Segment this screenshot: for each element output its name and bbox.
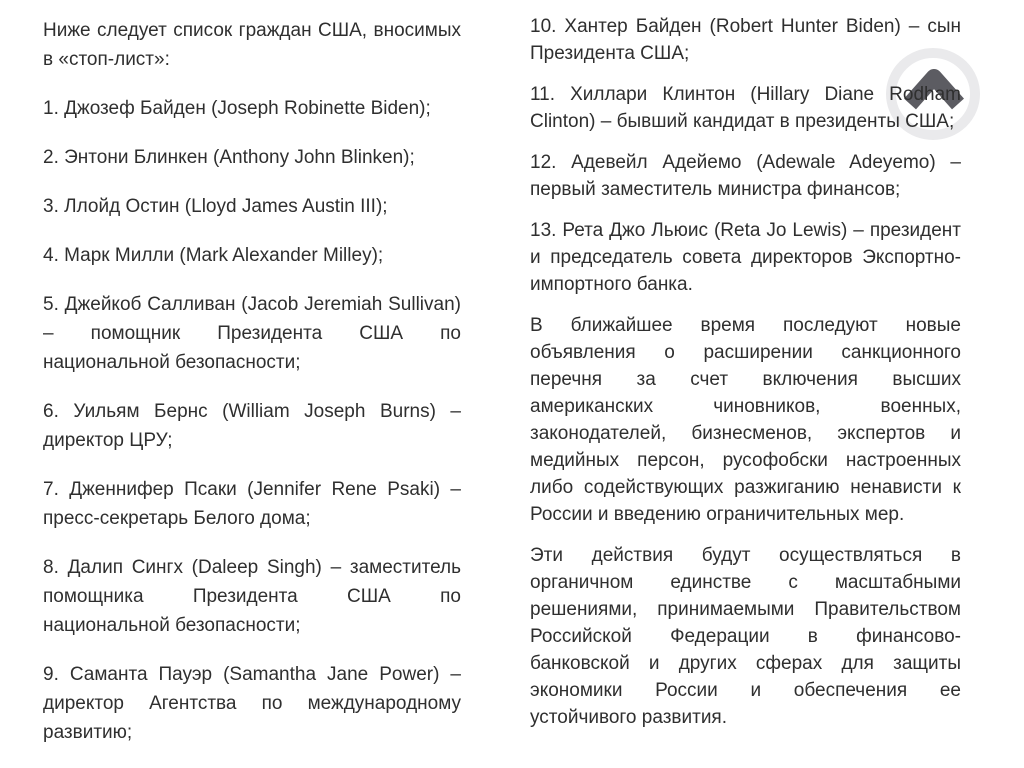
list-item-11: 11. Хиллари Клинтон (Hillary Diane Rodham Clinton) – бывший кандидат в президенты США; xyxy=(530,84,961,132)
list-item-8: 8. Далип Сингх (Daleep Singh) – заместитель помощника Президента США по национальной безопасности; xyxy=(43,557,461,636)
closing-paragraph-1: В ближайшее время последуют новые объявления о расширении санкционного перечня за счет включения высших американских чиновников, военных, законодателей, бизнесменов, экспертов и медийных персон, русофобски настроенных либо содействующих разжиганию ненависти к России и введению ограничительных мер. xyxy=(530,315,961,525)
list-item-1: 1. Джозеф Байден (Joseph Robinette Biden); xyxy=(43,98,431,119)
list-item-4: 4. Марк Милли (Mark Alexander Milley); xyxy=(43,245,384,266)
list-item-9: 9. Саманта Пауэр (Samantha Jane Power) – директор Агентства по международному развитию; xyxy=(43,664,461,743)
list-item-2: 2. Энтони Блинкен (Anthony John Blinken); xyxy=(43,147,415,168)
list-item-5: 5. Джейкоб Салливан (Jacob Jeremiah Sullivan) – помощник Президента США по национальной безопасности; xyxy=(43,294,461,373)
closing-paragraph-2: Эти действия будут осуществляться в органичном единстве с масштабными решениями, принимаемыми Правительством Российской Федерации в финансово-банковской и других сферах для защиты экономики России и обеспечения ее устойчивого развития. xyxy=(530,545,961,728)
list-item-10: 10. Хантер Байден (Robert Hunter Biden) – сын Президента США; xyxy=(530,16,961,64)
list-item-13: 13. Рета Джо Льюис (Reta Jo Lewis) – президент и председатель совета директоров Экспортно-импортного банка. xyxy=(530,220,961,295)
list-item-12: 12. Адевейл Адейемо (Adewale Adeyemo) – первый заместитель министра финансов; xyxy=(530,152,961,200)
list-item-7: 7. Дженнифер Псаки (Jennifer Rene Psaki) – пресс-секретарь Белого дома; xyxy=(43,479,461,529)
list-item-6: 6. Уильям Бернс (William Joseph Burns) – директор ЦРУ; xyxy=(43,401,461,451)
list-item-3: 3. Ллойд Остин (Lloyd James Austin III); xyxy=(43,196,388,217)
intro-paragraph: Ниже следует список граждан США, вносимых в «стоп-лист»: xyxy=(43,20,461,70)
right-column xyxy=(530,13,961,745)
left-column xyxy=(43,16,461,767)
